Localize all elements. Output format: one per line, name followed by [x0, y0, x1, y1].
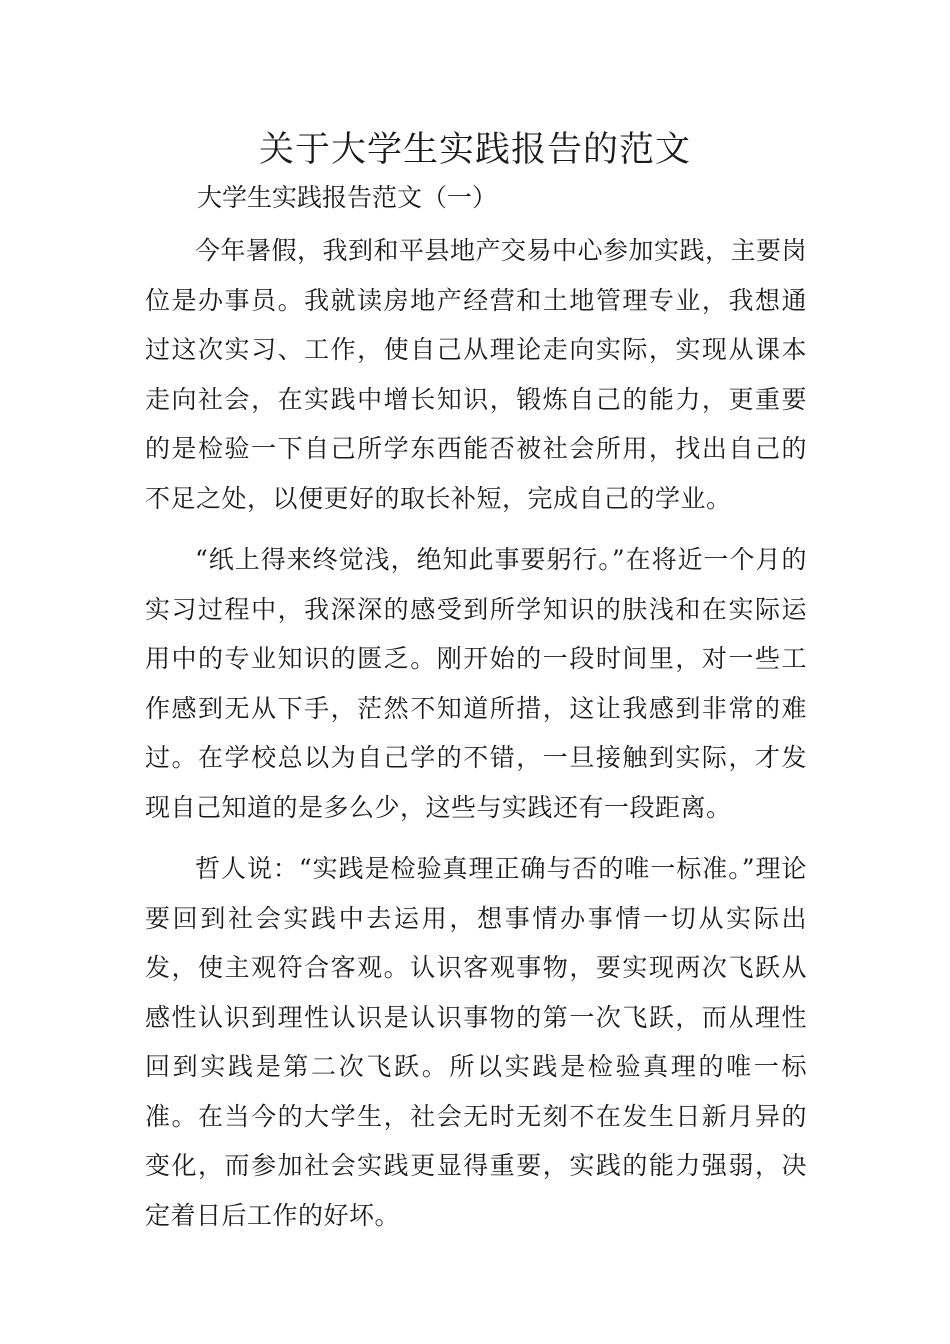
paragraph-2: “纸上得来终觉浅，绝知此事要躬行。”在将近一个月的实习过程中，我深深的感受到所学知识的肤浅和在实际运用中的专业知识的匮乏。刚开始的一段时间里，对一些工作感到无从下手，茫然不知道所措，这让我感到非常的难过。在学校总以为自己学的不错，一旦接触到实际，才发现自己知道的是多么少，这些与实践还有一段距离。 [145, 545, 807, 822]
document-body [145, 226, 807, 1240]
paragraph-3: 哲人说：“实践是检验真理正确与否的唯一标准。”理论要回到社会实践中去运用，想事情办事情一切从实际出发，使主观符合客观。认识客观事物，要实现两次飞跃从感性认识到理性认识是认识事物的第一次飞跃，而从理性回到实践是第二次飞跃。所以实践是检验真理的唯一标准。在当今的大学生，社会无时无刻不在发生日新月异的变化，而参加社会实践更显得重要，实践的能力强弱，决定着日后工作的好坏。 [145, 854, 807, 1230]
paragraph-1: 今年暑假，我到和平县地产交易中心参加实践，主要岗位是办事员。我就读房地产经营和土地管理专业，我想通过这次实习、工作，使自己从理论走向实际，实现从课本走向社会，在实践中增长知识，锻炼自己的能力，更重要的是检验一下自己所学东西能否被社会所用，找出自己的不足之处，以便更好的取长补短，完成自己的学业。 [145, 236, 808, 513]
document-subtitle: 大学生实践报告范文（一） [197, 183, 498, 212]
document-title: 关于大学生实践报告的范文 [258, 130, 691, 170]
